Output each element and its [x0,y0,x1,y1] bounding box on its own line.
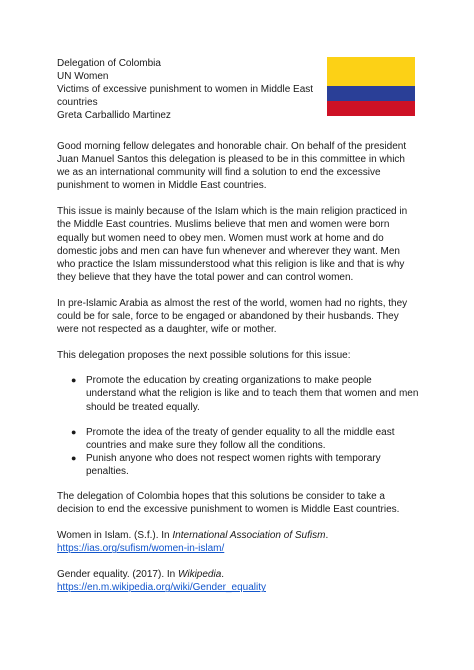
header-delegation: Delegation of Colombia [57,58,161,69]
reference-entry [57,568,419,594]
reference-citation: Women in Islam. (S.f.). In [57,530,173,542]
header-author: Greta Carballido Martinez [57,110,171,122]
reference-punctuation: . [221,569,225,581]
bullet-icon: ● [71,452,77,463]
document-header [57,57,322,122]
reference-entry [57,529,419,555]
document-body [57,140,419,595]
paragraph-opening: Good morning fellow delegates and honorable chair. On behalf of the president Juan Manuel Santos this delegation is pleased to be in this committee in which we as an international community will find a solution to end the excessive punishment to women in Middle East countries. [57,141,407,192]
reference-source: International Association of Sufism [172,530,326,542]
bullet-icon: ● [71,375,77,386]
reference-citation: Gender equality. (2017). In [57,569,178,581]
header-topic: Victims of excessive punishment to women in Middle East [57,84,314,96]
list-item [57,374,419,413]
list-item [57,452,419,478]
paragraph-solutions-intro: This delegation proposes the next possible solutions for this issue: [57,350,351,362]
paragraph-closing: The delegation of Colombia hopes that this solutions be consider to take a decision to end the excessive punishment to women is Middle East countries. [57,490,400,516]
solution-text: Promote the education by creating organizations to make people understand what the religion is like and to teach them that women and men should be treated equally. [86,375,419,413]
paragraph-history: In pre-Islamic Arabia as almost the rest of the world, women had no rights, they could be for sale, force to be engaged or abandoned by their husbands. They were not respected as a daughter, wife or mother. [57,297,408,336]
header-committee: UN Women [57,71,109,83]
header-topic-continued: countries [57,97,98,109]
reference-link[interactable]: https://en.m.wikipedia.org/wiki/Gender_equality [57,582,266,594]
solutions-list [57,374,419,478]
flag-blue-band [327,86,415,101]
list-item [57,426,419,452]
colombia-flag-image [327,57,415,116]
reference-punctuation: . [325,530,329,542]
flag-yellow-band [327,57,415,86]
paragraph-issue: This issue is mainly because of the Islam which is the main religion practiced in the Middle East countries. Muslims believe that men and women were born equally but women need to obey men. Women must work at home and do domestic jobs and men can have fun whenever and wherever they want. Men who practice the Islam missunderstood what this religion is like and that is why they believe that they have the total power and can control women. [57,206,408,283]
bullet-icon: ● [71,426,77,437]
reference-link[interactable]: https://ias.org/sufism/women-in-islam/ [57,543,225,555]
solution-text: Punish anyone who does not respect women rights with temporary penalties. [86,452,381,477]
flag-red-band [327,101,415,116]
solution-text: Promote the idea of the treaty of gender equality to all the middle east countries and make sure they follow all the conditions. [86,426,395,451]
reference-source: Wikipedia [178,569,222,581]
